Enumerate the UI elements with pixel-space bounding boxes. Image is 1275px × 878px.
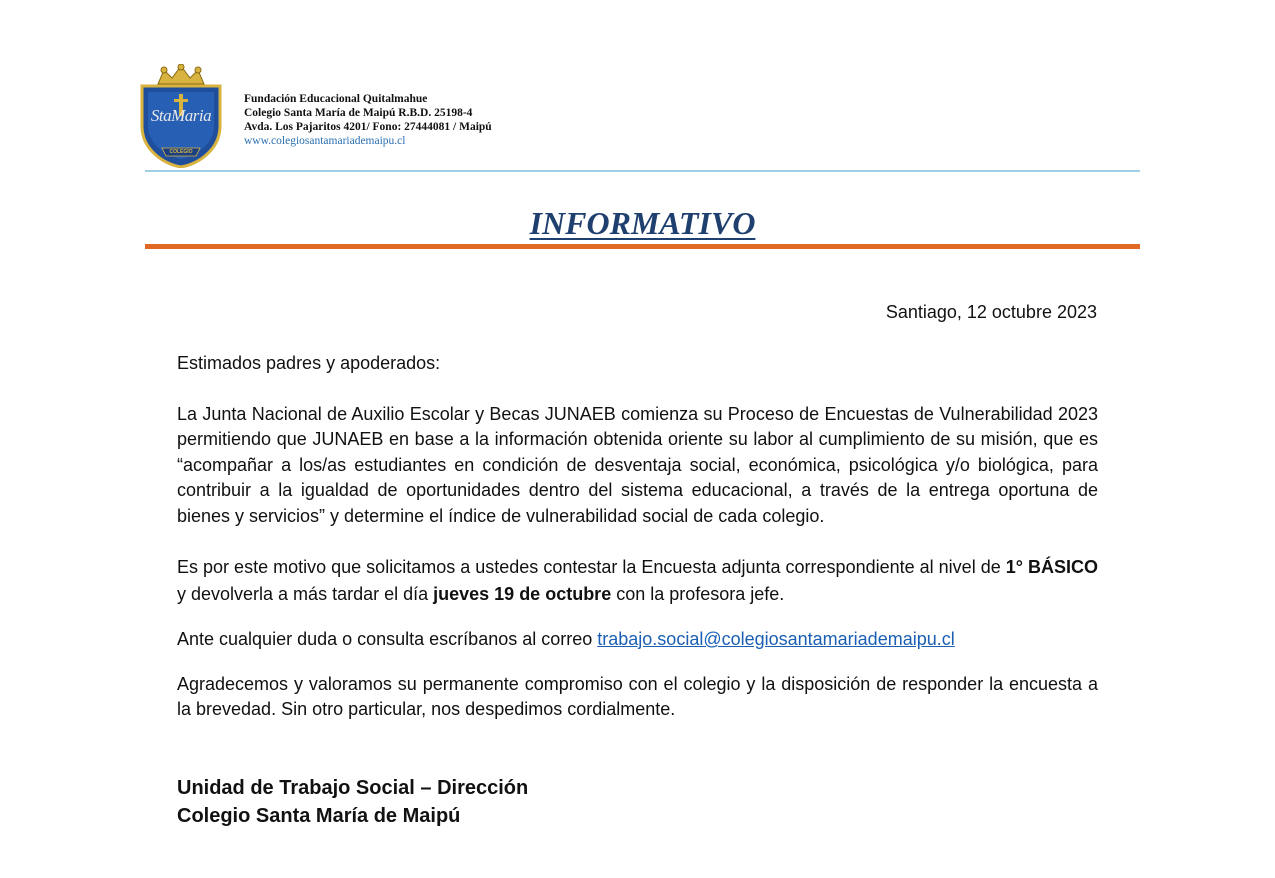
greeting: Estimados padres y apoderados: xyxy=(177,353,441,373)
address-phone: Avda. Los Pajaritos 4201/ Fono: 27444081 / Maipú xyxy=(244,121,492,133)
signature-unit: Unidad de Trabajo Social – Dirección xyxy=(177,777,529,799)
paragraph-contact xyxy=(177,627,1098,653)
request-text-2: y devolverla a más tardar el día xyxy=(177,584,434,604)
website-link[interactable]: www.colegiosantamariademaipu.cl xyxy=(244,135,406,147)
contact-email-link[interactable]: trabajo.social@colegiosantamariademaipu.cl xyxy=(597,629,955,649)
grade-level: 1° BÁSICO xyxy=(1005,557,1098,577)
paragraph-closing: Agradecemos y valoramos su permanente compromiso con el colegio y la disposición de responder la encuesta a la brevedad. Sin otro particular, nos despedimos cordialmente. xyxy=(177,673,1098,719)
paragraph-request xyxy=(177,554,1098,608)
header-divider xyxy=(145,170,1140,172)
request-text-3: con la profesora jefe. xyxy=(611,584,785,604)
request-text-1: Es por este motivo que solicitamos a ustedes contestar la Encuesta adjunta correspondiente al nivel de xyxy=(177,557,1006,577)
contact-text: Ante cualquier duda o consulta escríbanos al correo xyxy=(177,629,598,649)
crest-wordmark: StaMaria xyxy=(150,106,212,125)
deadline-date: jueves 19 de octubre xyxy=(433,584,612,604)
school-name-rbd: Colegio Santa María de Maipú R.B.D. 25198-4 xyxy=(244,107,473,119)
crest-ribbon-text: COLEGIO xyxy=(169,149,193,155)
document-title: INFORMATIVO xyxy=(529,205,756,241)
signature-block xyxy=(177,774,528,830)
signature-school: Colegio Santa María de Maipú xyxy=(177,805,461,827)
institution-header xyxy=(244,92,492,148)
foundation-name: Fundación Educacional Quitalmahue xyxy=(244,93,428,105)
title-divider xyxy=(145,244,1140,249)
document-date: Santiago, 12 octubre 2023 xyxy=(885,302,1097,322)
paragraph-junaeb: La Junta Nacional de Auxilio Escolar y Becas JUNAEB comienza su Proceso de Encuestas de Vulnerabilidad 2023 permitiendo que JUNAEB en base a la información obtenida oriente su labor al cumplimiento de su misión, que es “acompañar a los/as estudiantes en condición de desventaja social, económica, psicológica y/o biológica, para contribuir a la igualdad de oportunidades dentro del sistema educacional, a través de la entrega oportuna de bienes y servicios” y determine el índice de vulnerabilidad social de cada colegio. xyxy=(177,403,1098,526)
letter-body xyxy=(177,351,1098,723)
